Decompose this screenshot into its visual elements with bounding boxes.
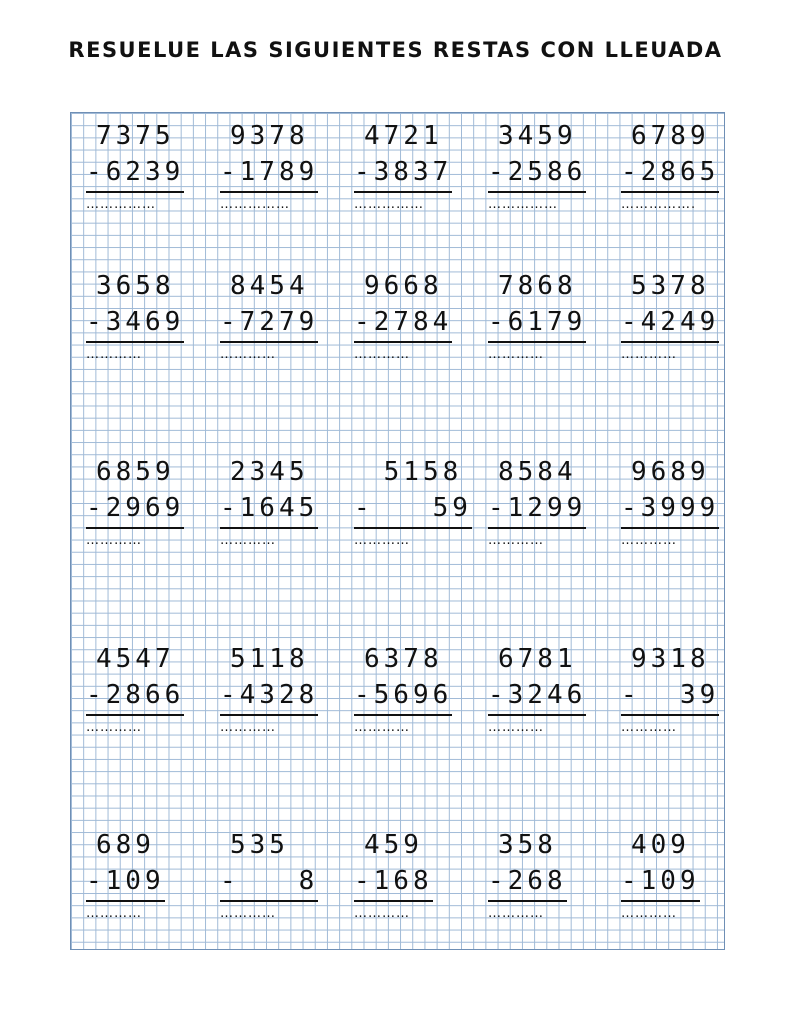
subtraction-problem <box>621 118 741 212</box>
answer-blank[interactable]: ………… <box>86 347 142 362</box>
subtrahend: - 39 <box>621 678 719 716</box>
subtrahend: -2865 <box>621 155 719 193</box>
minuend: 6789 <box>631 121 710 151</box>
answer-blank[interactable]: ………… <box>86 906 142 921</box>
minuend: 9318 <box>631 644 710 674</box>
answer-blank[interactable]: ………… <box>354 720 410 735</box>
subtrahend: -3469 <box>86 305 184 343</box>
answer-blank[interactable]: ………… <box>488 720 544 735</box>
subtraction-problem <box>354 268 474 362</box>
minuend: 6378 <box>364 644 443 674</box>
minuend: 6781 <box>498 644 577 674</box>
subtraction-problem <box>86 641 206 735</box>
subtrahend: -109 <box>621 864 700 902</box>
minuend: 2345 <box>230 457 309 487</box>
subtrahend: -3837 <box>354 155 452 193</box>
subtrahend: -6179 <box>488 305 586 343</box>
answer-blank[interactable]: ………… <box>220 906 276 921</box>
answer-blank[interactable]: ………… <box>354 906 410 921</box>
subtraction-problem <box>621 454 741 548</box>
subtraction-problem <box>220 268 340 362</box>
subtrahend: -268 <box>488 864 567 902</box>
subtraction-problem <box>621 268 741 362</box>
minuend: 8454 <box>230 271 309 301</box>
subtrahend: -109 <box>86 864 165 902</box>
answer-blank[interactable]: ………… <box>621 533 677 548</box>
subtrahend: -2866 <box>86 678 184 716</box>
subtraction-problem <box>220 454 340 548</box>
subtrahend: -6239 <box>86 155 184 193</box>
worksheet-title: RESUELUE LAS SIGUIENTES RESTAS CON LLEUADA <box>68 38 723 62</box>
subtraction-problem <box>488 118 608 212</box>
answer-blank[interactable]: ………… <box>488 347 544 362</box>
answer-blank[interactable]: ………… <box>220 533 276 548</box>
minuend: 535 <box>230 830 289 860</box>
answer-blank[interactable]: ………… <box>220 347 276 362</box>
subtrahend: - 8 <box>220 864 318 902</box>
subtraction-problem <box>220 641 340 735</box>
subtraction-problem <box>621 827 741 921</box>
subtraction-problem <box>220 118 340 212</box>
answer-blank[interactable]: ………… <box>354 347 410 362</box>
minuend: 5378 <box>631 271 710 301</box>
minuend: 4547 <box>96 644 175 674</box>
subtrahend: -2969 <box>86 491 184 529</box>
answer-blank[interactable]: ………… <box>86 720 142 735</box>
minuend: 409 <box>631 830 690 860</box>
minuend: 9689 <box>631 457 710 487</box>
subtraction-problem <box>354 827 474 921</box>
minuend: 689 <box>96 830 155 860</box>
minuend: 8584 <box>498 457 577 487</box>
subtrahend: -1299 <box>488 491 586 529</box>
minuend: 7868 <box>498 271 577 301</box>
minuend: 9378 <box>230 121 309 151</box>
minuend: 358 <box>498 830 557 860</box>
subtraction-problem <box>86 118 206 212</box>
subtraction-problem <box>354 118 474 212</box>
minuend: 4721 <box>364 121 443 151</box>
subtrahend: -4249 <box>621 305 719 343</box>
minuend: 6859 <box>96 457 175 487</box>
subtrahend: -2586 <box>488 155 586 193</box>
answer-blank[interactable]: ………… <box>86 533 142 548</box>
minuend: 3459 <box>498 121 577 151</box>
answer-blank[interactable]: ………… <box>621 906 677 921</box>
answer-blank[interactable]: …………… <box>86 197 156 212</box>
subtraction-problem <box>488 454 608 548</box>
minuend: 7375 <box>96 121 175 151</box>
subtrahend: -168 <box>354 864 433 902</box>
subtraction-problem <box>220 827 340 921</box>
minuend: 459 <box>364 830 423 860</box>
minuend: 9668 <box>364 271 443 301</box>
answer-blank[interactable]: …………… <box>220 197 290 212</box>
minuend: 3658 <box>96 271 175 301</box>
subtrahend: -3246 <box>488 678 586 716</box>
subtraction-problem <box>86 454 206 548</box>
answer-blank[interactable]: …………… <box>354 197 424 212</box>
subtraction-problem <box>354 454 474 548</box>
subtrahend: -1645 <box>220 491 318 529</box>
subtraction-problem <box>86 268 206 362</box>
minuend: 5158 <box>364 457 463 487</box>
answer-blank[interactable]: ………… <box>621 347 677 362</box>
subtraction-problem <box>488 641 608 735</box>
subtrahend: -4328 <box>220 678 318 716</box>
subtrahend: -3999 <box>621 491 719 529</box>
subtraction-problem <box>488 268 608 362</box>
minuend: 5118 <box>230 644 309 674</box>
subtrahend: -5696 <box>354 678 452 716</box>
subtrahend: - 59 <box>354 491 472 529</box>
answer-blank[interactable]: ………… <box>621 720 677 735</box>
subtrahend: -2784 <box>354 305 452 343</box>
subtraction-problem <box>488 827 608 921</box>
answer-blank[interactable]: ………… <box>488 533 544 548</box>
subtrahend: -7279 <box>220 305 318 343</box>
subtraction-problem <box>354 641 474 735</box>
subtraction-problem <box>621 641 741 735</box>
subtraction-problem <box>86 827 206 921</box>
answer-blank[interactable]: ………… <box>488 906 544 921</box>
answer-blank[interactable]: ………… <box>220 720 276 735</box>
subtrahend: -1789 <box>220 155 318 193</box>
answer-blank[interactable]: ……………. <box>621 197 697 212</box>
answer-blank[interactable]: ………… <box>354 533 410 548</box>
answer-blank[interactable]: …………… <box>488 197 558 212</box>
